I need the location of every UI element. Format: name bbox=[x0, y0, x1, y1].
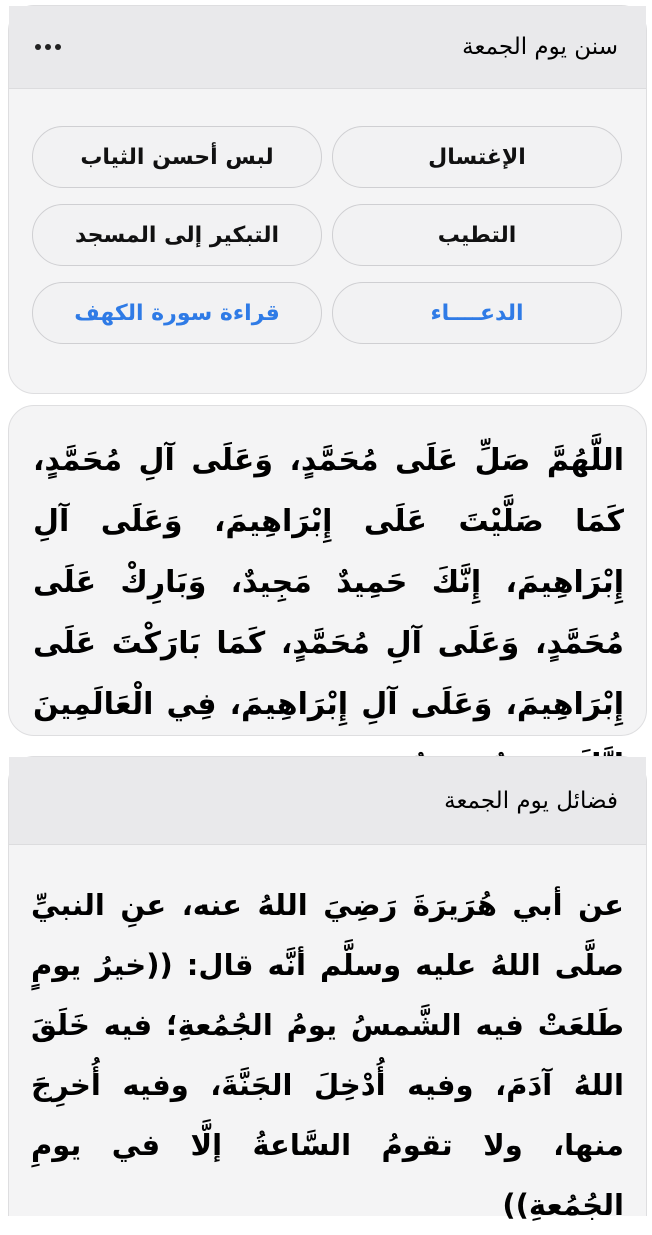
surat-alkahf-button[interactable]: قراءة سورة الكهف bbox=[32, 282, 322, 344]
dua-card bbox=[8, 405, 647, 736]
perfume-button[interactable]: التطيب bbox=[332, 204, 622, 266]
sunan-card-header bbox=[9, 6, 646, 89]
ellipsis-icon[interactable] bbox=[33, 38, 63, 56]
dua-text: اللَّهُمَّ صَلِّ عَلَى مُحَمَّدٍ، وَعَلَى آلِ مُحَمَّدٍ، كَمَا صَلَّيْتَ عَلَى إِبْرَاهِيمَ، وَعَلَى آلِ إِبْرَاهِيمَ، إِنَّكَ حَمِيدٌ مَجِيدٌ، وَبَارِكْ عَلَى مُحَمَّدٍ، وَعَلَى آلِ مُحَمَّدٍ، كَمَا بَارَكْتَ عَلَى إِبْرَاهِيمَ، وَعَلَى آلِ إِبْرَاهِيمَ، فِي الْعَالَمِينَ bbox=[33, 443, 624, 722]
sunan-card-title: سنن يوم الجمعة bbox=[462, 34, 618, 60]
dua-button[interactable]: الدعــــاء bbox=[332, 282, 622, 344]
ghusl-button[interactable]: الإغتسال bbox=[332, 126, 622, 188]
ellipsis-dot bbox=[55, 44, 61, 50]
sunan-buttons-grid bbox=[34, 126, 622, 344]
sunan-card bbox=[8, 5, 647, 394]
fadail-card-header bbox=[9, 757, 646, 845]
fadail-card-title: فضائل يوم الجمعة bbox=[444, 787, 618, 814]
early-to-mosque-button[interactable]: التبكير إلى المسجد bbox=[32, 204, 322, 266]
ellipsis-dot bbox=[45, 44, 51, 50]
hadith-text: عن أبي هُرَيرَةَ رَضِيَ اللهُ عنه، عنِ النبيِّ صلَّى اللهُ عليه وسلَّم أنَّه قال: ((خيرُ يومٍ طَلعَتْ فيه الشَّمسُ يومُ الجُمُعةِ؛ فيه خَلَقَ اللهُ آدَمَ، وفيه أُدْخِلَ الجَنَّةَ، وفيه أُخرِجَ منها، ولا تقومُ السَّاعةُ إلَّا في يومِ الجُمُعةِ)) bbox=[31, 888, 624, 1222]
best-clothes-button[interactable]: لبس أحسن الثياب bbox=[32, 126, 322, 188]
fadail-card bbox=[8, 756, 647, 1222]
ellipsis-dot bbox=[35, 44, 41, 50]
